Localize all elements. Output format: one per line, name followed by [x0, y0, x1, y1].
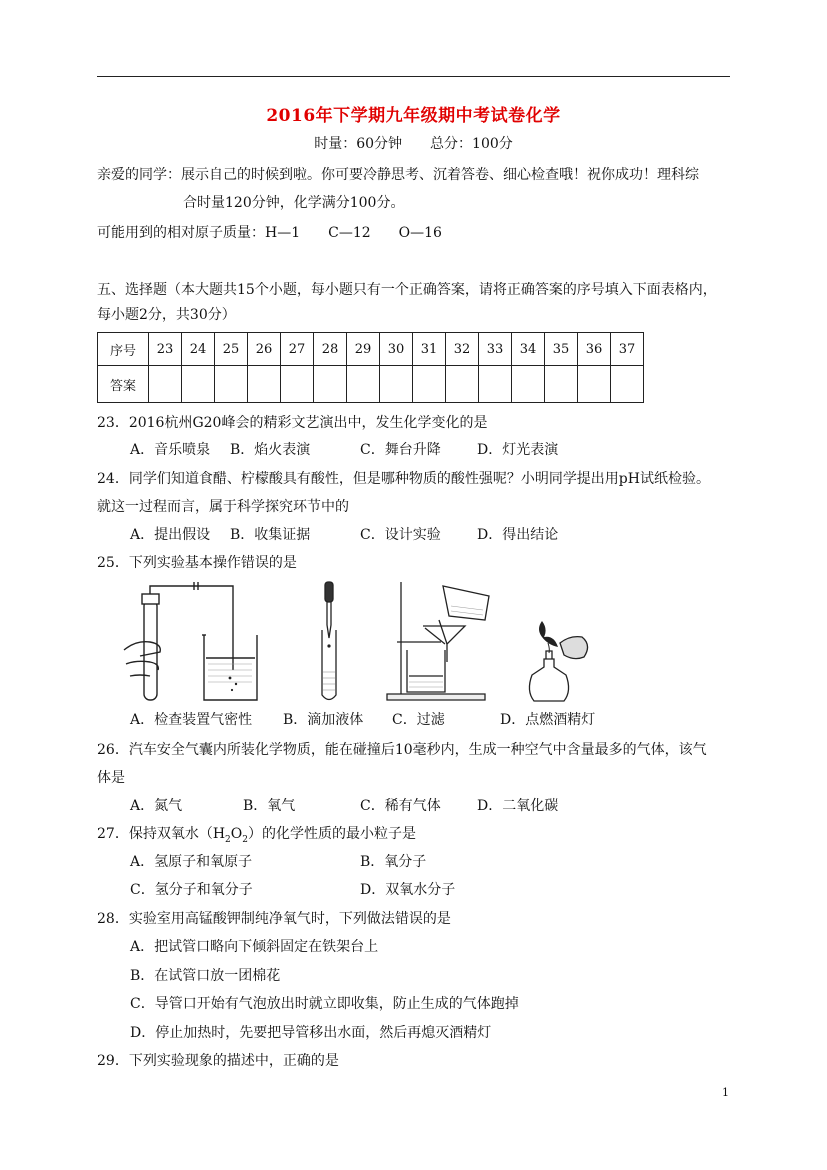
q24-option-b: B．收集证据: [230, 527, 311, 543]
page-title: 2016年下学期九年级期中考试卷化学: [266, 106, 561, 126]
q26-option-d: D．二氧化碳: [477, 798, 559, 814]
question-number-cell: 25: [215, 333, 248, 366]
q28-option-c: C．导管口开始有气泡放出时就立即收集，防止生成的气体跑掉: [130, 996, 519, 1012]
q25-option-d: D．点燃酒精灯: [500, 712, 596, 728]
question-number-cell: 33: [479, 333, 512, 366]
question-number-cell: 34: [512, 333, 545, 366]
answer-cell[interactable]: [248, 366, 281, 403]
q24-option-c: C．设计实验: [360, 527, 441, 543]
q23-option-a: A．音乐喷泉: [130, 442, 211, 458]
q24-option-a: A．提出假设: [130, 527, 211, 543]
q27-stem: 27．保持双氧水$(H_2O_2)$的化学性质的最小粒子是: [97, 826, 416, 845]
alcohol-lamp-figure: [520, 615, 600, 705]
q26-stem-2: 体是: [97, 770, 125, 786]
answer-cell[interactable]: [545, 366, 578, 403]
filtration-figure: [385, 580, 500, 705]
q25-option-a: A．检查装置气密性: [130, 712, 253, 728]
answer-cell[interactable]: [215, 366, 248, 403]
answer-cell[interactable]: [347, 366, 380, 403]
q24-stem-1: 24．同学们知道食醋、柠檬酸具有酸性，但是哪种物质的酸性强呢？小明同学提出用pH试纸检验。: [97, 471, 710, 487]
row-label-number: 序号: [98, 333, 149, 366]
q25-option-b: B．滴加液体: [283, 712, 364, 728]
q23-option-c: C．舞台升降: [360, 442, 441, 458]
answer-cell[interactable]: [149, 366, 182, 403]
q27-option-c: C．氢分子和氧分子: [130, 882, 253, 898]
q26-option-a: A．氮气: [130, 798, 183, 814]
q26-option-c: C．稀有气体: [360, 798, 441, 814]
q26-stem-1: 26．汽车安全气囊内所装化学物质，能在碰撞后10毫秒内，生成一种空气中含量最多的气体，该气: [97, 742, 707, 758]
header-rule: [97, 76, 730, 77]
time-info: 时量：60分钟 总分：100分: [314, 136, 513, 152]
question-number-cell: 23: [149, 333, 182, 366]
answer-cell[interactable]: [380, 366, 413, 403]
q25-stem: 25．下列实验基本操作错误的是: [97, 555, 297, 571]
answer-cell[interactable]: [578, 366, 611, 403]
section-heading-1: 五、选择题（本大题共15个小题，每小题只有一个正确答案，请将正确答案的序号填入下面表格内，: [97, 282, 717, 298]
q23-option-d: D．灯光表演: [477, 442, 559, 458]
answer-cell[interactable]: [611, 366, 644, 403]
q28-option-b: B．在试管口放一团棉花: [130, 968, 281, 984]
question-number-cell: 28: [314, 333, 347, 366]
answer-cell[interactable]: [182, 366, 215, 403]
answer-cell[interactable]: [512, 366, 545, 403]
answer-cell[interactable]: [413, 366, 446, 403]
q23-stem: 23．2016杭州G20峰会的精彩文艺演出中，发生化学变化的是: [97, 415, 488, 431]
q27-option-b: B．氧分子: [360, 854, 427, 870]
atomic-mass-info: 可能用到的相对原子质量：H—1 C—12 O—16: [97, 225, 442, 241]
answer-cell[interactable]: [281, 366, 314, 403]
question-number-cell: 30: [380, 333, 413, 366]
question-number-cell: 32: [446, 333, 479, 366]
question-number-cell: 26: [248, 333, 281, 366]
answer-cell[interactable]: [479, 366, 512, 403]
answer-cell[interactable]: [446, 366, 479, 403]
q28-option-a: A．把试管口略向下倾斜固定在铁架台上: [130, 939, 379, 955]
q26-option-b: B．氧气: [243, 798, 296, 814]
airtightness-check-figure: [120, 580, 270, 705]
question-number-cell: 24: [182, 333, 215, 366]
page-number: 1: [722, 1086, 729, 1099]
greeting-line-2: 合时量120分钟，化学满分100分。: [183, 195, 405, 211]
q27-option-a: A．氢原子和氧原子: [130, 854, 253, 870]
q28-stem: 28．实验室用高锰酸钾制纯净氧气时，下列做法错误的是: [97, 911, 451, 927]
question-number-cell: 27: [281, 333, 314, 366]
question-number-cell: 31: [413, 333, 446, 366]
question-number-cell: 36: [578, 333, 611, 366]
q25-option-c: C．过滤: [392, 712, 445, 728]
q24-option-d: D．得出结论: [477, 527, 559, 543]
q28-option-d: D．停止加热时，先要把导管移出水面，然后再熄灭酒精灯: [130, 1025, 492, 1041]
row-label-answer: 答案: [98, 366, 149, 403]
greeting-line-1: 亲爱的同学：展示自己的时候到啦。你可要冷静思考、沉着答卷、细心检查哦！祝你成功！理科综: [97, 167, 699, 183]
q24-stem-2: 就这一过程而言，属于科学探究环节中的: [97, 499, 349, 515]
q23-option-b: B．焰火表演: [230, 442, 311, 458]
answer-cell[interactable]: [314, 366, 347, 403]
section-heading-2: 每小题2分，共30分）: [97, 307, 236, 323]
q29-stem: 29．下列实验现象的描述中，正确的是: [97, 1053, 339, 1069]
dropper-figure: [312, 580, 352, 705]
question-number-cell: 35: [545, 333, 578, 366]
q27-option-d: D．双氧水分子: [360, 882, 456, 898]
question-number-cell: 29: [347, 333, 380, 366]
answer-table: [97, 332, 644, 403]
question-number-cell: 37: [611, 333, 644, 366]
